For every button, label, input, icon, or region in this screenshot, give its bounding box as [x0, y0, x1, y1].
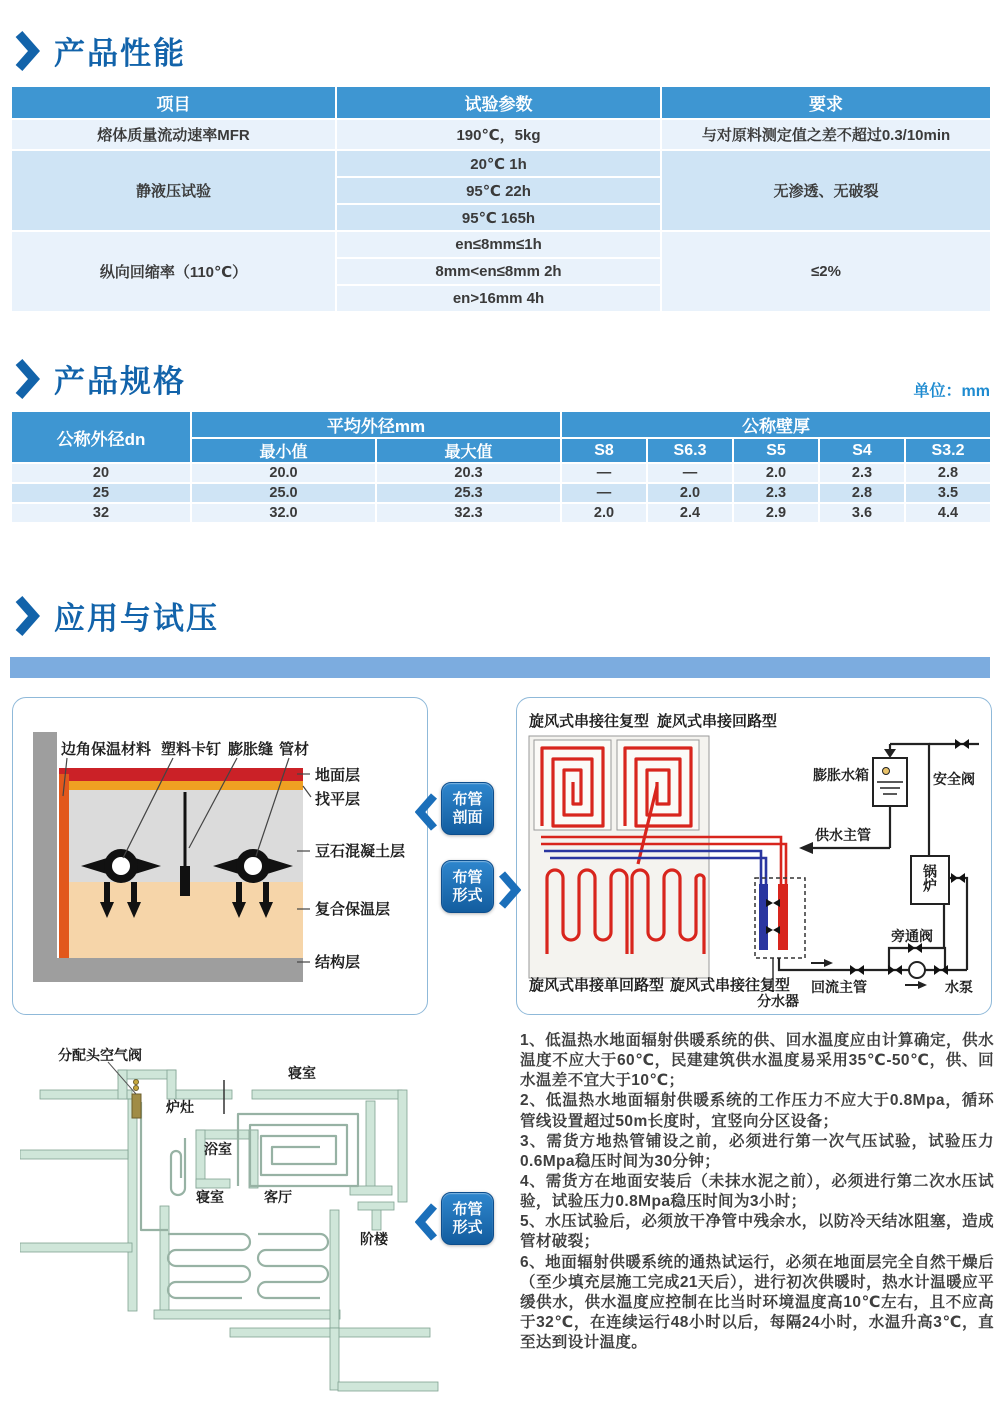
label-pump: 水泵 [945, 979, 973, 995]
label-insulation-layer: 复合保温层 [315, 901, 391, 918]
label-floor-layer: 地面层 [315, 767, 361, 784]
cell: 25.3 [376, 483, 561, 503]
label-stairs: 阶楼 [360, 1231, 388, 1247]
arrow-left-icon [415, 1202, 439, 1242]
floorplan-diagram [20, 1038, 450, 1403]
cell-req: 无渗透、无破裂 [661, 150, 991, 231]
cell: 2.0 [561, 503, 647, 523]
arrow-right-icon [497, 870, 521, 910]
cell-item: 静液压试验 [11, 150, 336, 231]
table-row [11, 503, 991, 523]
badge-pipe-form: 布管形式 [441, 860, 494, 913]
cell-req: ≤2% [661, 231, 991, 312]
label-coil-type-4: 旋风式串接往复型 [670, 977, 791, 994]
label-manifold: 分水器 [757, 993, 799, 1009]
col-s63: S6.3 [647, 438, 733, 463]
cell-param: 20℃ 1h [336, 150, 661, 177]
wall-left [33, 732, 57, 982]
manifold-symbol [755, 878, 805, 992]
cell: 2.4 [647, 503, 733, 523]
cell-param: en≤8mm≤1h [336, 231, 661, 258]
return-arrow [811, 959, 833, 967]
label-stove: 炉灶 [166, 1099, 194, 1115]
cell: — [561, 483, 647, 503]
note-item: 3、需货方地热管铺设之前，必须进行第一次气压试验，试验压力0.6Mpa稳压时间为30分钟； [520, 1132, 994, 1170]
piping-diagram [517, 698, 991, 1014]
table-row [11, 231, 991, 258]
cell-item: 熔体质量流动速率MFR [11, 119, 336, 150]
note-item: 2、低温热水地面辐射供暖系统的工作压力不应大于0.8Mpa，循环管线设置超过50m长度时，宜竖向分区设备； [520, 1092, 994, 1130]
label-supply-main: 供水主管 [815, 827, 871, 843]
label-leveling-layer: 找平层 [315, 791, 361, 808]
col-s4: S4 [819, 438, 905, 463]
cell: 32.0 [191, 503, 376, 523]
cell-param: en>16mm 4h [336, 285, 661, 312]
label-pipe: 管材 [279, 741, 310, 758]
cell-item: 纵向回缩率（110℃） [11, 231, 336, 312]
cell: 2.3 [733, 483, 819, 503]
col-s32: S3.2 [905, 438, 991, 463]
section-spec-header [14, 356, 186, 401]
cell: 3.6 [819, 503, 905, 523]
cross-section-panel [12, 697, 428, 1015]
floorplan-svg [20, 1038, 450, 1403]
cell: 20 [11, 463, 191, 483]
structure-layer [33, 958, 303, 982]
cell: — [647, 463, 733, 483]
col-s8: S8 [561, 438, 647, 463]
floor-surface-layer [59, 768, 303, 781]
cell-param: 95℃ 165h [336, 204, 661, 231]
section-performance-title: 产品性能 [54, 36, 186, 71]
section-chevron-icon [14, 357, 40, 401]
section-performance-header [14, 28, 186, 73]
label-air-valve: 分配头空气阀 [58, 1047, 142, 1063]
col-dn: 公称外径dn [11, 411, 191, 463]
cell: 20.3 [376, 463, 561, 483]
cell: 2.8 [905, 463, 991, 483]
table-row [11, 119, 991, 150]
expansion-tank-symbol [873, 758, 907, 806]
label-bathroom: 浴室 [204, 1141, 232, 1157]
label-return-main: 回流主管 [811, 979, 867, 995]
cell: 2.0 [647, 483, 733, 503]
label-coil-type-2: 旋风式串接回路型 [657, 713, 778, 730]
note-item: 1、低温热水地面辐射供暖系统的供、回水温度应由计算确定，供水温度不应大于60℃，民建建筑供水温度易采用35℃-50℃，供、回水温差不宜大于10℃； [520, 1032, 994, 1090]
label-structure-layer: 结构层 [315, 954, 361, 971]
piping-panel [516, 697, 992, 1015]
section-spec-title: 产品规格 [54, 364, 186, 399]
cell: 2.3 [819, 463, 905, 483]
label-concrete-layer: 豆石混凝土层 [315, 843, 406, 860]
col-params: 试验参数 [336, 86, 661, 119]
cell: 20.0 [191, 463, 376, 483]
col-wall: 公称壁厚 [561, 411, 991, 438]
col-avg-od: 平均外径mm [191, 411, 561, 438]
section-application-title: 应用与试压 [54, 601, 219, 636]
supply-arrow [799, 842, 813, 854]
divider-band [10, 657, 990, 678]
cell-param: 190℃，5kg [336, 119, 661, 150]
cell: 32 [11, 503, 191, 523]
tank-inlet-arrow [884, 749, 896, 758]
label-boiler: 锅炉 [922, 864, 938, 892]
cell: 3.5 [905, 483, 991, 503]
cell-param: 95℃ 22h [336, 177, 661, 204]
label-coil-type-1: 旋风式串接往复型 [529, 713, 650, 730]
section-chevron-icon [14, 594, 40, 638]
cell: 25.0 [191, 483, 376, 503]
col-req: 要求 [661, 86, 991, 119]
label-coil-type-3: 旋风式串接单回路型 [529, 977, 665, 994]
label-plastic-clip: 塑料卡钉 [161, 741, 222, 758]
cell-param: 8mm<en≤8mm 2h [336, 258, 661, 285]
note-item: 6、地面辐射供暖系统的通热试运行，必须在地面层完全自然干燥后（至少填充层施工完成21天后），进行初次供暖时，热水计温暖应平缓供水，供水温度应控制在比当时环境温度高10℃左右，且不应高于32℃，在连续运行48小时以后，每隔24小时，水温升高3℃，直至达到设计温度。 [520, 1253, 994, 1352]
leveling-layer [59, 781, 303, 790]
section-chevron-icon [14, 29, 40, 73]
badge-pipe-section: 布管剖面 [441, 782, 494, 835]
label-bedroom-top: 寝室 [288, 1065, 316, 1081]
table-row [11, 150, 991, 177]
col-item: 项目 [11, 86, 336, 119]
label-safety-valve: 安全阀 [933, 771, 975, 787]
spec-table [10, 410, 992, 524]
distribution-head-symbol [132, 1080, 141, 1119]
installation-notes [520, 1031, 994, 1353]
cell: 2.8 [819, 483, 905, 503]
label-edge-insulation: 边角保温材料 [61, 741, 152, 758]
cell: 32.3 [376, 503, 561, 523]
cell: 2.9 [733, 503, 819, 523]
col-max: 最大值 [376, 438, 561, 463]
edge-insulation-strip [59, 774, 69, 958]
unit-label: 单位：mm [913, 383, 990, 400]
label-living-room: 客厅 [264, 1189, 292, 1205]
spec-header-row1 [11, 411, 991, 438]
table-row [11, 463, 991, 483]
label-bedroom-bottom: 寝室 [196, 1189, 224, 1205]
performance-table [10, 85, 992, 313]
cell: 2.0 [733, 463, 819, 483]
cell: 4.4 [905, 503, 991, 523]
arrow-left-icon [415, 792, 439, 832]
cross-section-diagram [13, 698, 427, 1014]
section-application-header [14, 593, 219, 638]
note-item: 4、需货方在地面安装后（未抹水泥之前），必须进行第二次水压试验，试验压力0.8Mpa稳压时间为3小时； [520, 1172, 994, 1211]
pump-symbol [905, 962, 927, 989]
label-bypass-valve: 旁通阀 [891, 928, 933, 944]
cell-req: 与对原料测定值之差不超过0.3/10min [661, 119, 991, 150]
note-item: 5、水压试验后，必须放干净管中残余水，以防冷天结冰阻塞，造成管材破裂； [520, 1213, 994, 1251]
performance-header-row [11, 86, 991, 119]
badge-pipe-form-bottom: 布管形式 [441, 1192, 494, 1245]
cell: 25 [11, 483, 191, 503]
label-expansion-tank: 膨胀水箱 [813, 767, 869, 783]
table-row [11, 483, 991, 503]
label-expansion-joint: 膨胀缝 [228, 741, 274, 758]
floorplan-coils [141, 1102, 358, 1298]
col-s5: S5 [733, 438, 819, 463]
col-min: 最小值 [191, 438, 376, 463]
cell: — [561, 463, 647, 483]
